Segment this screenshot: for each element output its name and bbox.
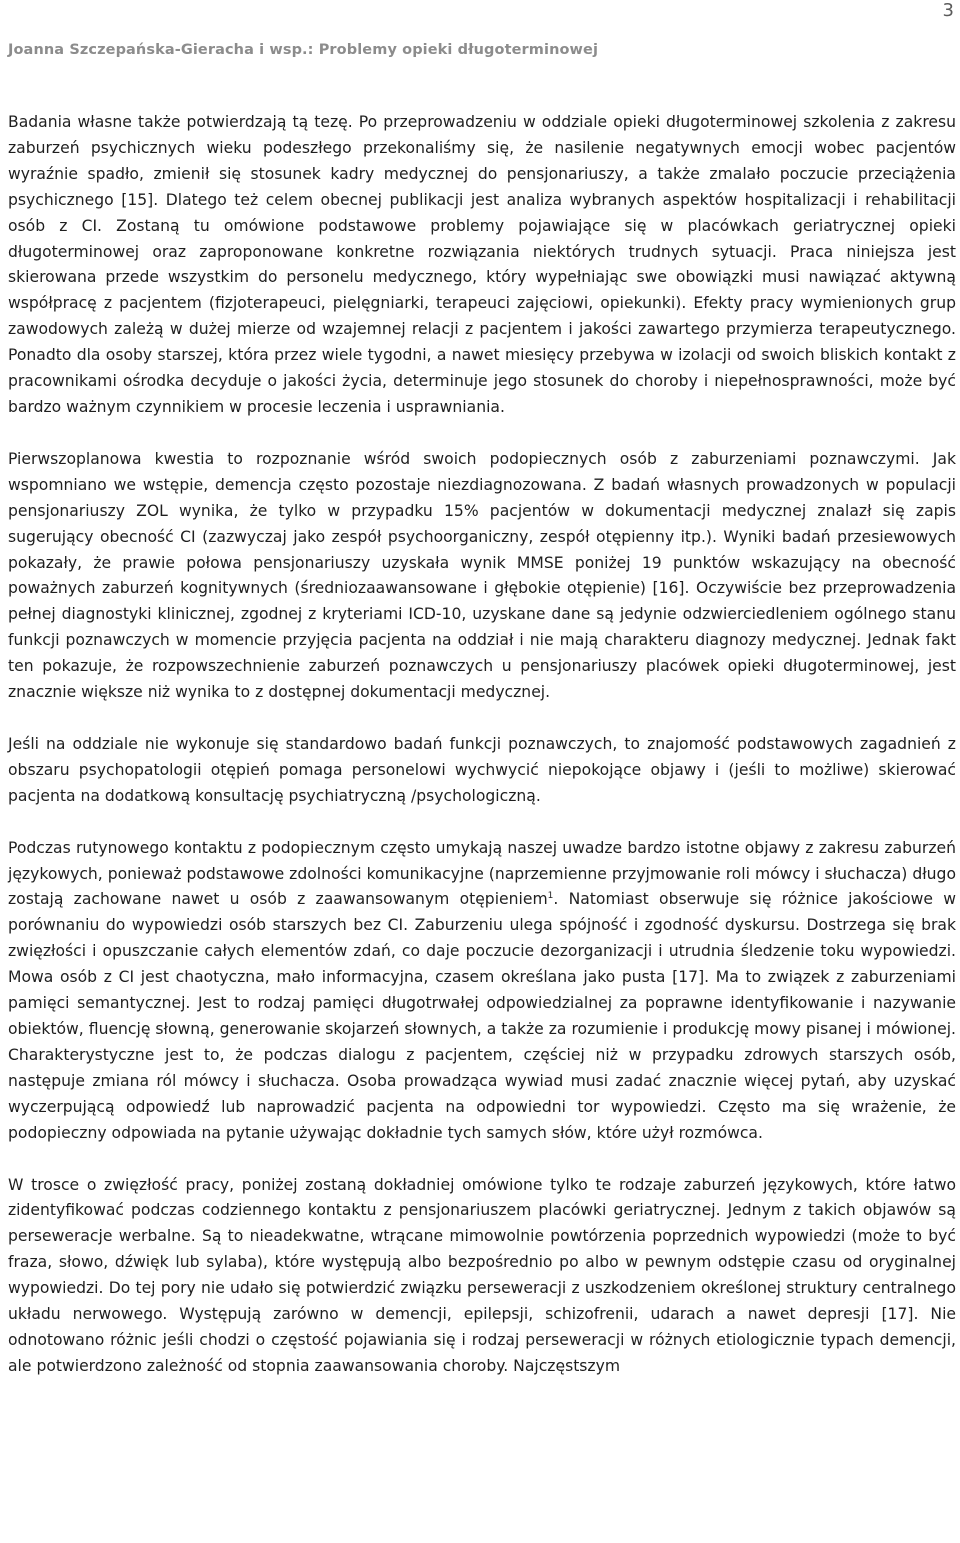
paragraph-5: W trosce o zwięzłość pracy, poniżej zostaną dokładniej omówione tylko te rodzaje zaburzeń językowych, które łatwo zidentyfikować podczas codziennego kontaktu z pensjonariuszem placówki geriatrycznej. Jednym z takich objawów są perseweracje werbalne. Są to nieadekwatne, wtrącane mimowolnie powtórzenia poprzednich wypowiedzi (może to być fraza, słowo, dźwięk lub sylaba), które występują albo bezpośrednio po albo w pewnym odstępie czasu od oryginalnej wypowiedzi. Do tej pory nie udało się potwierdzić związku perseweracji z uszkodzeniem określonej struktury centralnego układu nerwowego. Występują zarówno w demencji, epilepsji, schizofrenii, udarach a nawet depresji [17]. Nie odnotowano różnic jeśli chodzi o częstość pojawiania się i rodzaj perseweracji w różnych etiologicznie typach demencji, ale potwierdzono zależność od stopnia zaawansowania choroby. Najczęstszym: [8, 1175, 956, 1375]
footnote-mark: 1: [547, 891, 554, 902]
article-body: [8, 110, 956, 1406]
page-number: 3: [942, 0, 954, 21]
paragraph-4-text-after: . Natomiast obserwuje się różnice jakościowe w porównaniu do wypowiedzi osób starszych bez CI. Zaburzeniu ulega spójność i zgodność dyskursu. Dostrzega się brak zwięzłości i opuszczanie całych elementów zdań, co daje poczucie dezorganizacji i utrudnia śledzenie toku wypowiedzi. Mowa osób z CI jest chaotyczna, mało informacyjna, czasem określana jako pusta [17]. Ma to związek z zaburzeniami pamięci semantycznej. Jest to rodzaj pamięci długotrwałej odpowiedzialnej za poprawne identyfikowanie i nazywanie obiektów, fluencję słowną, generowanie skojarzeń słownych, a także za rozumienie i produkcję mowy pisanej i mówionej. Charakterystyczne jest to, że podczas dialogu z pacjentem, częściej niż w przypadku zdrowych starszych osób, następuje zmiana ról mówcy i słuchacza. Osoba prowadząca wywiad musi zadać znacznie więcej pytań, aby uzyskać wyczerpującą odpowiedź lub naprowadzić pacjenta na odpowiedni tor wypowiedzi. Często ma się wrażenie, że podopieczny odpowiada na pytanie używając dokładnie tych samych słów, które użył rozmówca.: [8, 890, 956, 1142]
paragraph-3: Jeśli na oddziale nie wykonuje się standardowo badań funkcji poznawczych, to znajomość podstawowych zagadnień z obszaru psychopatologii otępień pomaga personelowi wychwycić niepokojące objawy i (jeśli to możliwe) skierować pacjenta na dodatkową konsultację psychiatryczną /psychologiczną.: [8, 734, 956, 805]
paragraph-4: [8, 836, 956, 1147]
paragraph-4-text-before: Podczas rutynowego kontaktu z podopiecznym często umykają naszej uwadze bardzo istotne objawy z zakresu zaburzeń językowych, ponieważ podstawowe zdolności komunikacyjne (naprzemienne przyjmowanie roli mówcy i słuchacza) długo zostają zachowane nawet u osób z zaawansowanym otępieniem: [8, 838, 956, 909]
paragraph-2: Pierwszoplanowa kwestia to rozpoznanie wśród swoich podopiecznych osób z zaburzeniami poznawczymi. Jak wspomniano we wstępie, demencja często pozostaje niezdiagnozowana. Z badań własnych prowadzonych w populacji pensjonariuszy ZOL wynika, że tylko w przypadku 15% pacjentów w dokumentacji medycznej znalazł się zapis sugerujący obecność CI (zazwyczaj jako zespół psychoorganiczny, zespół otępienny itp.). Wyniki badań przesiewowych pokazały, że prawie połowa pensjonariuszy uzyskała wynik MMSE poniżej 19 punktów wskazujący na obecność poważnych zaburzeń kognitywnych (średniozaawansowane i głębokie otępienie) [16]. Oczywiście bez przeprowadzenia pełnej diagnostyki klinicznej, zgodnej z kryteriami ICD-10, uzyskane dane są jedynie odzwierciedleniem ogólnego stanu funkcji poznawczych w momencie przyjęcia pacjenta na oddział i nie mają charakteru diagnozy medycznej. Jednak fakt ten pokazuje, że rozpowszechnienie zaburzeń poznawczych u pensjonariuszy placówek opieki długoterminowej, jest znacznie większe niż wynika to z dostępnej dokumentacji medycznej.: [8, 449, 956, 702]
running-header: Joanna Szczepańska-Gieracha i wsp.: Problemy opieki długoterminowej: [8, 42, 599, 58]
paragraph-1: Badania własne także potwierdzają tą tezę. Po przeprowadzeniu w oddziale opieki długoterminowej szkolenia z zakresu zaburzeń psychicznych wieku podeszłego przekonaliśmy się, że nasilenie negatywnych emocji wobec pacjentów wyraźnie spadło, zmienił się stosunek kadry medycznej do pensjonariuszy, a także zmalało poczucie przeciążenia psychicznego [15]. Dlatego też celem obecnej publikacji jest analiza wybranych aspektów hospitalizacji i rehabilitacji osób z CI. Zostaną tu omówione podstawowe problemy pojawiające się w placówkach geriatrycznej opieki długoterminowej oraz zaproponowane konkretne rozwiązania niektórych trudnych sytuacji. Praca niniejsza jest skierowana przede wszystkim do personelu medycznego, który wypełniając swe obowiązki musi nawiązać aktywną współpracę z pacjentem (fizjoterapeuci, pielęgniarki, terapeuci zajęciowi, opiekunki). Efekty pracy wymienionych grup zawodowych zależą w dużej mierze od wzajemnej relacji z pacjentem i jakości zawartego przymierza terapeutycznego. Ponadto dla osoby starszej, która przez wiele tygodni, a nawet miesięcy przebywa w izolacji od swoich bliskich kontakt z pracownikami ośrodka decyduje o jakości życia, determinuje jego stosunek do choroby i niepełnosprawności, może być bardzo ważnym czynnikiem w procesie leczenia i usprawniania.: [8, 113, 956, 416]
